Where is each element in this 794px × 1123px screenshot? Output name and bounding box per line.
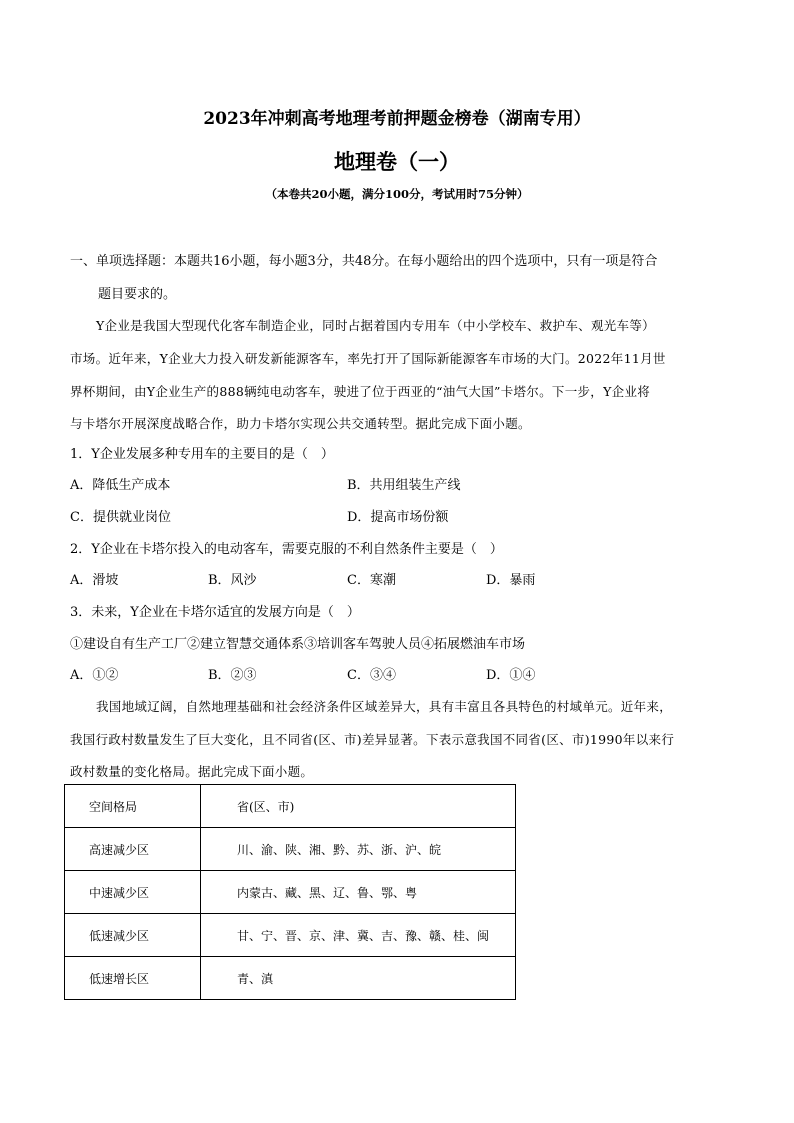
section-heading: 一、单项选择题：本题共16小题，每小题3分，共48分。在每小题给出的四个选项中，只有一项是符合: [70, 254, 658, 269]
table-cell-pattern: 低速减少区: [65, 914, 201, 957]
question-3-items: ①建设自有生产工厂②建立智慧交通体系③培训客车驾驶人员④拓展燃油车市场: [70, 637, 526, 652]
question-2-option-c: C．寒潮: [347, 573, 396, 588]
table-cell-provinces: 青、滇: [201, 957, 516, 1000]
question-1-stem: 1．Y企业发展多种专用车的主要目的是（ ）: [70, 447, 334, 462]
passage1-line: 界杯期间，由Y企业生产的888辆纯电动客车，驶进了位于西亚的“油气大国”卡塔尔。下一步，Y企业将: [70, 384, 651, 399]
table-cell-provinces: 川、渝、陕、湘、黔、苏、浙、沪、皖: [201, 828, 516, 871]
passage2-line: 我国行政村数量发生了巨大变化，且不同省(区、市)差异显著。下表示意我国不同省(区、市)1990年以来行: [70, 732, 675, 747]
table-cell-provinces: 甘、宁、晋、京、津、冀、吉、豫、赣、桂、闽: [201, 914, 516, 957]
table-cell-pattern: 低速增长区: [65, 957, 201, 1000]
table-row: [65, 957, 516, 1000]
question-1-option-a: A．降低生产成本: [70, 478, 171, 493]
table-header-cell: 省(区、市): [201, 785, 516, 828]
question-3-option-c: C．③④: [347, 668, 396, 683]
table-cell-pattern: 中速减少区: [65, 871, 201, 914]
table-header-row: [65, 785, 516, 828]
question-2-stem: 2．Y企业在卡塔尔投入的电动客车，需要克服的不利自然条件主要是（ ）: [70, 542, 503, 557]
question-3-option-a: A．①②: [70, 668, 119, 683]
table-row: [65, 828, 516, 871]
village-change-table: [64, 784, 516, 1000]
table-row: [65, 871, 516, 914]
question-3-option-b: B．②③: [208, 668, 257, 683]
question-2-option-d: D．暴雨: [486, 573, 536, 588]
section-heading-continued: 题目要求的。: [98, 287, 177, 302]
question-1-option-b: B．共用组装生产线: [347, 478, 461, 493]
exam-title: 2023年冲刺高考地理考前押题金榜卷（湖南专用）: [203, 109, 591, 129]
paper-subtitle: 地理卷（一）: [334, 149, 460, 174]
table-cell-provinces: 内蒙古、藏、黑、辽、鲁、鄂、粤: [201, 871, 516, 914]
question-2-option-b: B．风沙: [208, 573, 257, 588]
question-3-stem: 3．未来，Y企业在卡塔尔适宜的发展方向是（ ）: [70, 605, 360, 620]
table-cell-pattern: 高速减少区: [65, 828, 201, 871]
question-3-option-d: D．①④: [486, 668, 536, 683]
passage1-line: Y企业是我国大型现代化客车制造企业，同时占据着国内专用车（中小学校车、救护车、观光车等）: [96, 318, 655, 333]
table-header-cell: 空间格局: [65, 785, 201, 828]
passage2-line: 政村数量的变化格局。据此完成下面小题。: [70, 764, 314, 779]
question-1-option-d: D．提高市场份额: [347, 510, 449, 525]
question-1-option-c: C．提供就业岗位: [70, 510, 171, 525]
passage1-line: 市场。近年来，Y企业大力投入研发新能源客车，率先打开了国际新能源客车市场的大门。2022年11月世: [70, 351, 666, 366]
question-2-option-a: A．滑坡: [70, 573, 119, 588]
table-row: [65, 914, 516, 957]
passage2-line: 我国地域辽阔，自然地理基础和社会经济条件区域差异大，具有丰富且各具特色的村域单元。近年来，: [96, 699, 673, 714]
exam-note: （本卷共20小题，满分100分，考试用时75分钟）: [265, 187, 529, 201]
passage1-line: 与卡塔尔开展深度战略合作，助力卡塔尔实现公共交通转型。据此完成下面小题。: [70, 416, 531, 431]
